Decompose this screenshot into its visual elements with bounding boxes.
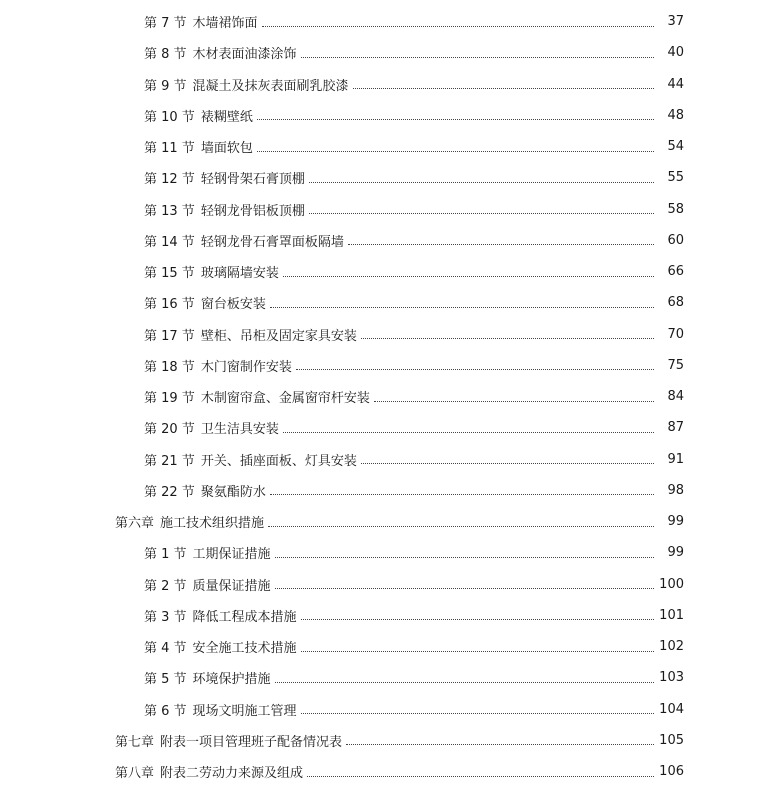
- toc-entry-number: 第 20 节: [144, 422, 195, 438]
- dot-leader: [301, 650, 654, 652]
- toc-section-row[interactable]: [0, 569, 780, 600]
- toc-entry-label: [144, 262, 281, 281]
- toc-page-number: 104: [659, 701, 684, 717]
- toc-entry-title: 附表二劳动力来源及组成: [160, 766, 304, 782]
- toc-page-number: 66: [667, 264, 684, 280]
- toc-entry-label: [144, 200, 307, 219]
- dot-leader: [374, 400, 654, 402]
- toc-entry-label: [144, 168, 307, 187]
- toc-entry-title: 墙面软包: [200, 141, 253, 157]
- dot-leader: [346, 743, 654, 745]
- toc-entry-number: 第 5 节: [144, 672, 187, 688]
- toc-entry-label: [144, 450, 359, 469]
- toc-entry-title: 壁柜、吊柜及固定家具安装: [200, 328, 357, 344]
- toc-page-number: 58: [667, 201, 684, 217]
- toc-section-row[interactable]: [0, 412, 780, 443]
- toc-page-number: 48: [667, 107, 684, 123]
- toc-entry-title: 木材表面油漆涂饰: [192, 47, 297, 63]
- toc-entry-title: 轻钢龙骨铝板顶棚: [200, 203, 305, 219]
- toc-section-row[interactable]: [0, 225, 780, 256]
- toc-section-row[interactable]: [0, 350, 780, 381]
- dot-leader: [301, 618, 654, 620]
- toc-entry-number: 第 22 节: [144, 484, 195, 500]
- toc-entry-label: [144, 387, 372, 406]
- toc-entry-title: 轻钢龙骨石膏罩面板隔墙: [200, 234, 344, 250]
- dot-leader: [275, 587, 654, 589]
- toc-entry-title: 木制窗帘盒、金属窗帘杆安装: [200, 391, 370, 407]
- dot-leader: [309, 181, 654, 183]
- toc-page-number: 99: [667, 545, 684, 561]
- toc-entry-label: [144, 418, 281, 437]
- toc-entry-number: 第六章: [115, 516, 155, 532]
- toc-page-number: 99: [667, 514, 684, 530]
- toc-entry-number: 第 9 节: [144, 78, 187, 94]
- toc-entry-number: 第 13 节: [144, 203, 195, 219]
- toc-entry-number: 第 16 节: [144, 297, 195, 313]
- toc-section-row[interactable]: [0, 37, 780, 68]
- toc-entry-title: 降低工程成本措施: [192, 609, 297, 625]
- toc-entry-label: [144, 43, 299, 62]
- toc-page-number: 37: [667, 14, 684, 30]
- toc-entry-label: [144, 137, 255, 156]
- toc-section-row[interactable]: [0, 69, 780, 100]
- toc-entry-number: 第七章: [115, 734, 155, 750]
- toc-entry-number: 第 4 节: [144, 641, 187, 657]
- toc-page-number: 91: [667, 451, 684, 467]
- toc-page-number: 44: [667, 76, 684, 92]
- dot-leader: [275, 556, 654, 558]
- toc-entry-number: 第 3 节: [144, 609, 187, 625]
- toc-entry-title: 质量保证措施: [192, 578, 271, 594]
- toc-section-row[interactable]: [0, 475, 780, 506]
- toc-entry-number: 第 8 节: [144, 47, 187, 63]
- toc-entry-label: [144, 668, 273, 687]
- toc-entry-number: 第 2 节: [144, 578, 187, 594]
- dot-leader: [270, 306, 654, 308]
- toc-entry-title: 窗台板安装: [200, 297, 266, 313]
- toc-section-row[interactable]: [0, 194, 780, 225]
- toc-entry-title: 施工技术组织措施: [160, 516, 265, 532]
- dot-leader: [307, 775, 654, 777]
- toc-entry-title: 环境保护措施: [192, 672, 271, 688]
- toc-entry-label: [144, 543, 273, 562]
- toc-entry-number: 第 21 节: [144, 453, 195, 469]
- toc-section-row[interactable]: [0, 444, 780, 475]
- toc-section-row[interactable]: [0, 662, 780, 693]
- toc-page-number: 55: [667, 170, 684, 186]
- toc-section-row[interactable]: [0, 131, 780, 162]
- toc-section-row[interactable]: [0, 537, 780, 568]
- toc-entry-label: [144, 356, 294, 375]
- toc-entry-number: 第 12 节: [144, 172, 195, 188]
- toc-page-number: 106: [659, 764, 684, 780]
- toc-page-number: 98: [667, 482, 684, 498]
- toc-entry-number: 第 15 节: [144, 266, 195, 282]
- toc-entry-title: 轻钢骨架石膏顶棚: [200, 172, 305, 188]
- dot-leader: [270, 493, 654, 495]
- dot-leader: [257, 150, 654, 152]
- toc-entry-label: [144, 700, 299, 719]
- toc-page-number: 70: [667, 326, 684, 342]
- toc-page-number: 100: [659, 576, 684, 592]
- toc-section-row[interactable]: [0, 319, 780, 350]
- toc-page-number: 105: [659, 732, 684, 748]
- table-of-contents: [0, 6, 780, 787]
- dot-leader: [361, 462, 654, 464]
- toc-entry-title: 聚氨酯防水: [200, 484, 266, 500]
- dot-leader: [275, 681, 654, 683]
- toc-entry-title: 裱糊壁纸: [200, 109, 253, 125]
- toc-entry-title: 现场文明施工管理: [192, 703, 297, 719]
- toc-entry-title: 工期保证措施: [192, 547, 271, 563]
- toc-entry-label: [144, 575, 273, 594]
- toc-entry-title: 木墙裙饰面: [192, 16, 258, 32]
- toc-page-number: 60: [667, 232, 684, 248]
- toc-page-number: 87: [667, 420, 684, 436]
- toc-section-row[interactable]: [0, 381, 780, 412]
- toc-page-number: 102: [659, 639, 684, 655]
- toc-entry-label: [144, 75, 351, 94]
- toc-entry-number: 第 14 节: [144, 234, 195, 250]
- toc-entry-number: 第 11 节: [144, 141, 195, 157]
- toc-page-number: 101: [659, 607, 684, 623]
- dot-leader: [348, 243, 654, 245]
- dot-leader: [309, 212, 654, 214]
- toc-entry-label: [144, 231, 346, 250]
- toc-chapter-row[interactable]: [0, 725, 780, 756]
- toc-section-row[interactable]: [0, 631, 780, 662]
- toc-entry-title: 开关、插座面板、灯具安装: [200, 453, 357, 469]
- dot-leader: [301, 56, 654, 58]
- dot-leader: [283, 275, 654, 277]
- toc-entry-label: [115, 762, 305, 781]
- toc-entry-number: 第 17 节: [144, 328, 195, 344]
- toc-section-row[interactable]: [0, 287, 780, 318]
- toc-entry-label: [144, 293, 268, 312]
- toc-page-number: 103: [659, 670, 684, 686]
- toc-section-row[interactable]: [0, 600, 780, 631]
- toc-section-row[interactable]: [0, 6, 780, 37]
- toc-entry-number: 第 19 节: [144, 391, 195, 407]
- dot-leader: [268, 525, 654, 527]
- toc-page-number: 40: [667, 45, 684, 61]
- toc-section-row[interactable]: [0, 694, 780, 725]
- toc-entry-label: [115, 512, 266, 531]
- toc-entry-title: 卫生洁具安装: [200, 422, 279, 438]
- toc-page-number: 68: [667, 295, 684, 311]
- toc-entry-label: [144, 637, 299, 656]
- toc-page-number: 84: [667, 389, 684, 405]
- dot-leader: [361, 337, 654, 339]
- toc-page-number: 54: [667, 139, 684, 155]
- dot-leader: [296, 368, 654, 370]
- toc-entry-number: 第八章: [115, 766, 155, 782]
- toc-chapter-row[interactable]: [0, 506, 780, 537]
- toc-entry-label: [144, 606, 299, 625]
- toc-chapter-row[interactable]: [0, 756, 780, 787]
- toc-entry-number: 第 1 节: [144, 547, 187, 563]
- toc-section-row[interactable]: [0, 100, 780, 131]
- toc-entry-label: [144, 106, 255, 125]
- dot-leader: [283, 431, 654, 433]
- toc-entry-number: 第 10 节: [144, 109, 195, 125]
- toc-entry-number: 第 18 节: [144, 359, 195, 375]
- toc-entry-number: 第 6 节: [144, 703, 187, 719]
- toc-section-row[interactable]: [0, 256, 780, 287]
- toc-entry-title: 玻璃隔墙安装: [200, 266, 279, 282]
- dot-leader: [262, 25, 654, 27]
- toc-entry-title: 混凝土及抹灰表面刷乳胶漆: [192, 78, 349, 94]
- toc-entry-number: 第 7 节: [144, 16, 187, 32]
- toc-entry-label: [144, 325, 359, 344]
- toc-section-row[interactable]: [0, 162, 780, 193]
- toc-entry-title: 木门窗制作安装: [200, 359, 292, 375]
- toc-entry-label: [144, 12, 260, 31]
- toc-entry-label: [144, 481, 268, 500]
- dot-leader: [257, 118, 654, 120]
- toc-entry-label: [115, 731, 344, 750]
- dot-leader: [301, 712, 654, 714]
- toc-entry-title: 安全施工技术措施: [192, 641, 297, 657]
- dot-leader: [353, 87, 654, 89]
- toc-page-number: 75: [667, 357, 684, 373]
- toc-entry-title: 附表一项目管理班子配备情况表: [160, 734, 343, 750]
